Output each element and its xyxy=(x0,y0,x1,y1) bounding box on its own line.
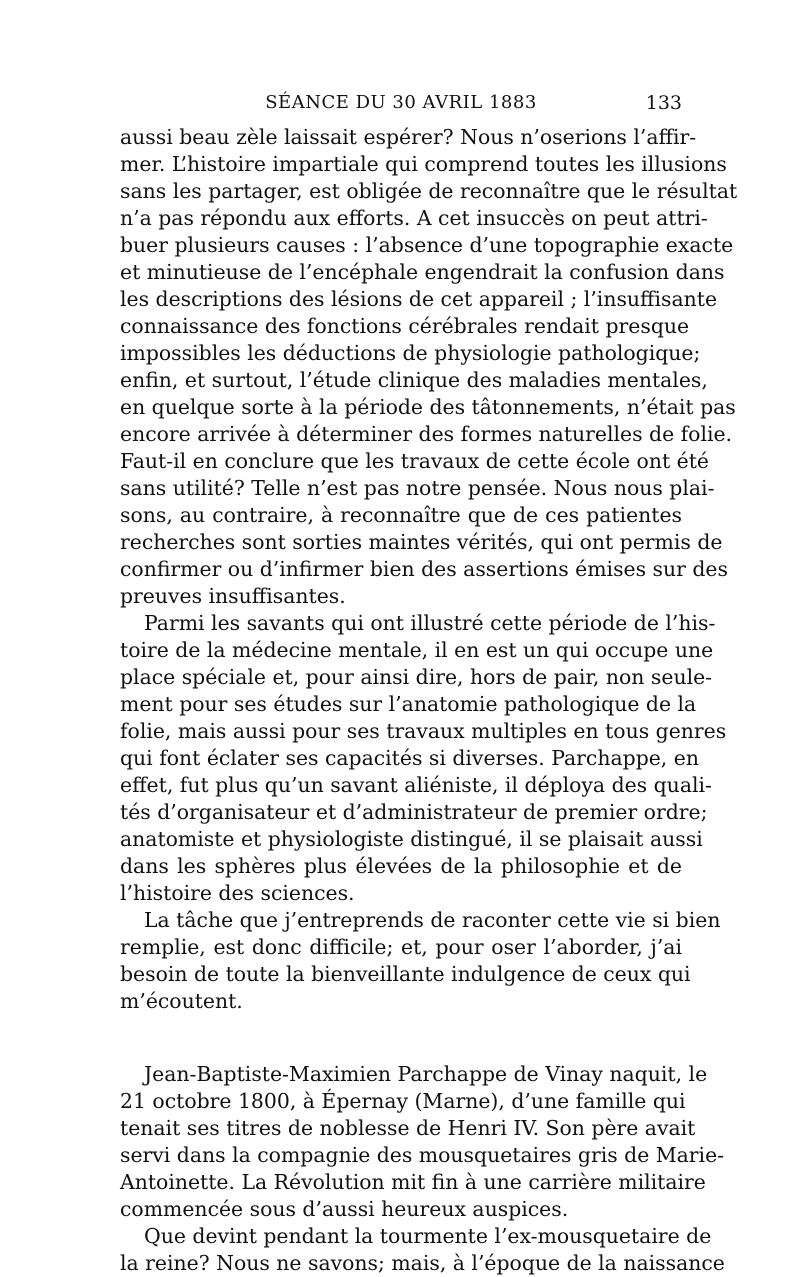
text-line: Faut-il en conclure que les travaux de cette école ont été xyxy=(120,449,709,473)
text-line: sans utilité? Telle n’est pas notre pensée. Nous nous plai- xyxy=(120,476,715,500)
text-line: effet, fut plus qu’un savant aliéniste, il déploya des quali- xyxy=(120,773,712,797)
page-header xyxy=(120,92,682,122)
text-line: dans les sphères plus élevées de la philosophie et de xyxy=(120,854,682,878)
text-line: commencée sous d’aussi heureux auspices. xyxy=(120,1197,569,1221)
text-line: la reine? Nous ne savons; mais, à l’époque de la naissance xyxy=(120,1251,725,1275)
text-line: sons, au contraire, à reconnaître que de ces patientes xyxy=(120,503,682,527)
text-line: encore arrivée à déterminer des formes naturelles de folie. xyxy=(120,422,733,446)
text-line: sans les partager, est obligée de reconnaître que le résultat xyxy=(120,179,738,203)
text-line: m’écoutent. xyxy=(120,989,243,1013)
paragraph xyxy=(120,124,738,610)
text-line: buer plusieurs causes : l’absence d’une topographie exacte xyxy=(120,233,734,257)
text-line: n’a pas répondu aux efforts. A cet insuccès on peut attri- xyxy=(120,206,708,230)
text-line: place spéciale et, pour ainsi dire, hors de pair, non seule- xyxy=(120,665,713,689)
page-number: 133 xyxy=(645,92,682,114)
text-line: en quelque sorte à la période des tâtonnements, n’était pas xyxy=(120,395,736,419)
text-line: anatomiste et physiologiste distingué, il se plaisait aussi xyxy=(120,827,703,851)
text-line: ment pour ses études sur l’anatomie pathologique de la xyxy=(120,692,697,716)
text-line: toire de la médecine mentale, il en est un qui occupe une xyxy=(120,638,714,662)
text-line: impossibles les déductions de physiologie pathologique; xyxy=(120,341,701,365)
text-line: et minutieuse de l’encéphale engendrait la confusion dans xyxy=(120,260,725,284)
text-line: La tâche que j’entreprends de raconter cette vie si bien xyxy=(144,908,721,932)
text-line: recherches sont sorties maintes vérités, qui ont permis de xyxy=(120,530,723,554)
text-line: aussi beau zèle laissait espérer? Nous n’oserions l’affir- xyxy=(120,125,697,149)
body-text xyxy=(120,124,738,1277)
text-line: les descriptions des lésions de cet appareil ; l’insuffisante xyxy=(120,287,718,311)
text-line: remplie, est donc difficile; et, pour oser l’aborder, j’ai xyxy=(120,935,682,959)
text-line: enfin, et surtout, l’étude clinique des maladies mentales, xyxy=(120,368,708,392)
text-line: Que devint pendant la tourmente l’ex-mousquetaire de xyxy=(144,1224,712,1248)
paragraph xyxy=(120,610,727,907)
text-line: 21 octobre 1800, à Épernay (Marne), d’une famille qui xyxy=(120,1089,686,1113)
running-title: SÉANCE DU 30 AVRIL 1883 xyxy=(265,92,537,113)
text-line: preuves insuffisantes. xyxy=(120,584,346,608)
text-line: besoin de toute la bienveillante indulgence de ceux qui xyxy=(120,962,691,986)
text-line: Parmi les savants qui ont illustré cette période de l’his- xyxy=(144,611,716,635)
paragraph xyxy=(120,907,721,1015)
text-line: folie, mais aussi pour ses travaux multiples en tous genres xyxy=(120,719,727,743)
text-line: qui font éclater ses capacités si diverses. Parchappe, en xyxy=(120,746,699,770)
text-line: tenait ses titres de noblesse de Henri IV. Son père avait xyxy=(120,1116,696,1140)
text-line: l’histoire des sciences. xyxy=(120,881,355,905)
paragraph xyxy=(120,1061,725,1223)
text-line: tés d’organisateur et d’administrateur de premier ordre; xyxy=(120,800,708,824)
paragraph xyxy=(120,1223,725,1277)
text-line: Antoinette. La Révolution mit fin à une carrière militaire xyxy=(120,1170,706,1194)
text-line: confirmer ou d’infirmer bien des assertions émises sur des xyxy=(120,557,728,581)
text-line: connaissance des fonctions cérébrales rendait presque xyxy=(120,314,690,338)
text-line: Jean-Baptiste-Maximien Parchappe de Vinay naquit, le xyxy=(144,1062,708,1086)
text-line: mer. L’histoire impartiale qui comprend toutes les illusions xyxy=(120,152,727,176)
section-gap xyxy=(120,1015,682,1061)
text-line: servi dans la compagnie des mousquetaires gris de Marie- xyxy=(120,1143,725,1167)
